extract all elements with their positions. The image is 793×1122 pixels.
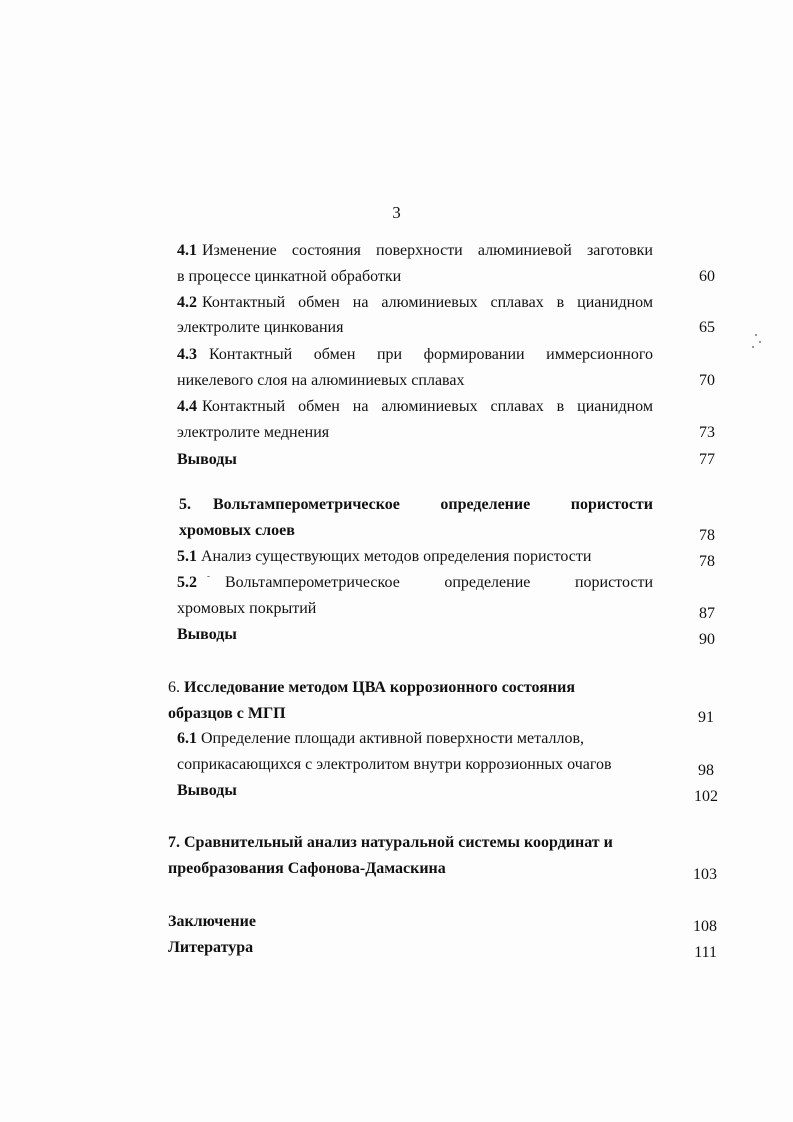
- toc-page-4-2: 65: [699, 319, 715, 336]
- toc-entry-number: 4.2: [177, 294, 197, 311]
- toc-page-4-3: 70: [699, 372, 715, 389]
- toc-entry-title: Контактный обмен при формировании иммерсионного: [209, 346, 653, 363]
- toc-entry-number: 6.1: [177, 730, 197, 747]
- toc-entry-title: Анализ существующих методов определения пористости: [201, 548, 592, 565]
- toc-conclusions-5: [177, 625, 237, 645]
- toc-entry-6-1-line1: [177, 729, 584, 749]
- toc-chapter-6-line2: образцов с МГП: [168, 705, 286, 722]
- toc-chapter-5-line2: хромовых слоев: [179, 522, 295, 539]
- toc-entry-4-2-line1: [177, 293, 653, 313]
- toc-entry-title: Вольтамперометрическое определение пористости: [225, 574, 653, 591]
- toc-entry-title: Контактный обмен на алюминиевых сплавах в цианидном: [202, 398, 653, 415]
- toc-entry-6-1-line2: соприкасающихся с электролитом внутри коррозионных очагов: [177, 756, 612, 773]
- scan-speck: [207, 576, 210, 577]
- toc-page-conclusion: 108: [693, 918, 717, 935]
- scan-speck: [752, 346, 754, 348]
- toc-entry-number: 4.1: [177, 242, 197, 259]
- toc-entry-4-1-line2: в процессе цинкатной обработки: [177, 268, 402, 285]
- toc-chapter-number: 5.: [179, 496, 191, 513]
- toc-chapter-title: Вольтамперометрическое определение пористости: [213, 496, 653, 513]
- toc-chapter-7-line2: преобразования Сафонова-Дамаскина: [168, 860, 446, 877]
- toc-page-chapter-7: 103: [693, 866, 717, 883]
- toc-entry-4-1-line1: [177, 241, 653, 261]
- toc-page-conclusions-4: 77: [699, 451, 715, 468]
- toc-chapter-7-line1: 7. Сравнительный анализ натуральной системы координат и: [168, 834, 613, 851]
- toc-entry-4-4-line1: [177, 397, 653, 417]
- toc-page-5-2: 87: [699, 605, 715, 622]
- toc-entry-5-2-line2: хромовых покрытий: [177, 600, 317, 617]
- toc-literature: [168, 938, 253, 958]
- page-number: 3: [392, 203, 401, 222]
- toc-page-conclusions-6: 102: [694, 788, 718, 805]
- toc-chapter-title: Исследование методом ЦВА коррозионного состояния: [184, 679, 575, 696]
- toc-entry-4-2-line2: электролите цинкования: [177, 319, 344, 336]
- toc-page-4-1: 60: [699, 268, 715, 285]
- toc-page-5-1: 78: [699, 553, 715, 570]
- toc-page-6-1: 98: [698, 762, 714, 779]
- toc-entry-4-3-line2: никелевого слоя на алюминиевых сплавах: [177, 372, 465, 389]
- toc-conclusions-label: Выводы: [177, 451, 237, 468]
- toc-page-4-4: 73: [699, 424, 715, 441]
- toc-page-chapter-5: 78: [699, 527, 715, 544]
- scan-speck: [759, 341, 761, 343]
- toc-conclusion-label: Заключение: [168, 913, 256, 930]
- toc-entry-title: Определение площади активной поверхности металлов,: [201, 730, 585, 747]
- toc-literature-label: Литература: [168, 939, 254, 956]
- toc-page-literature: 111: [694, 944, 717, 961]
- toc-conclusions-4: [177, 450, 237, 470]
- toc-entry-number: 5.1: [177, 548, 197, 565]
- toc-entry-4-4-line2: электролите меднения: [177, 424, 330, 441]
- toc-chapter-5-line1: [179, 495, 653, 515]
- toc-entry-5-1: [177, 547, 591, 567]
- toc-page-conclusions-5: 90: [699, 631, 715, 648]
- toc-entry-title: Контактный обмен на алюминиевых сплавах в цианидном: [202, 294, 653, 311]
- toc-entry-5-2-line1: [177, 573, 653, 593]
- toc-conclusions-label: Выводы: [177, 626, 237, 643]
- toc-entry-number: 4.3: [177, 346, 197, 363]
- toc-entry-number: 5.2: [177, 574, 197, 591]
- toc-conclusion: [168, 912, 256, 932]
- toc-chapter-6-line1: [168, 678, 575, 698]
- toc-conclusions-label: Выводы: [177, 782, 237, 799]
- toc-conclusions-6: [177, 781, 237, 801]
- scan-speck: [755, 334, 757, 336]
- toc-chapter-number: 6.: [168, 679, 180, 696]
- toc-entry-4-3-line1: [177, 345, 653, 365]
- toc-page-chapter-6: 91: [698, 709, 714, 726]
- toc-entry-number: 4.4: [177, 398, 197, 415]
- toc-entry-title: Изменение состояния поверхности алюминиевой заготовки: [202, 242, 653, 259]
